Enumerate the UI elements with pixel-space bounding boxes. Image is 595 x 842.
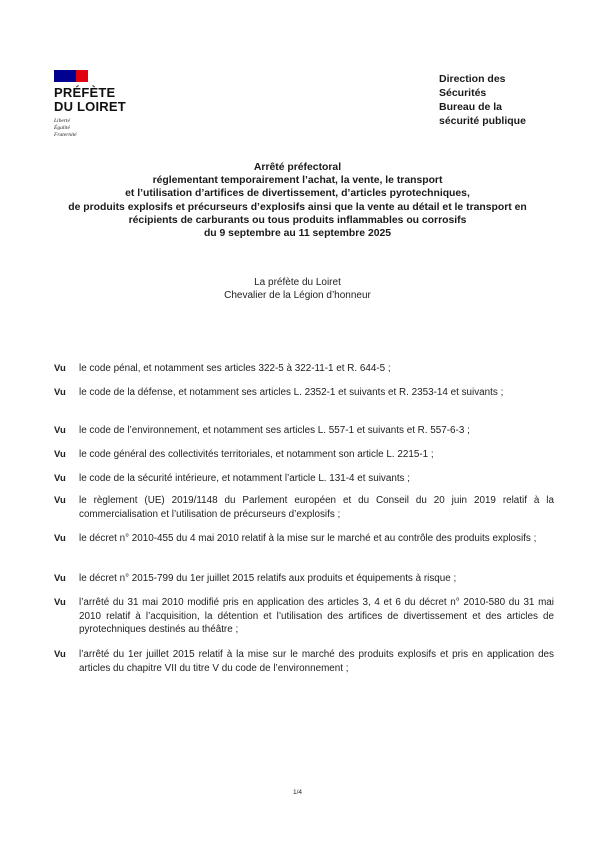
prefecture-logo [54,70,164,139]
motto-line: Liberté [54,118,70,124]
consideration-item [54,362,554,376]
vu-label: Vu [54,649,66,660]
title-line: de produits explosifs et précurseurs d’explosifs ainsi que la vente au détail et le transport en [68,201,527,213]
consideration-text: le décret n° 2015-799 du 1er juillet 2015 relatifs aux produits et équipements à risque ; [79,573,457,584]
consideration-item [54,448,554,462]
service-line: Bureau de la [439,101,503,113]
issuing-authority [0,276,595,302]
service-line: Sécurités [439,87,487,99]
consideration-item [54,424,554,438]
vu-label: Vu [54,473,66,484]
vu-label: Vu [54,573,66,584]
vu-label: Vu [54,597,66,608]
service-line: sécurité publique [439,115,526,127]
authority-line: Chevalier de la Légion d’honneur [224,290,371,301]
vu-label: Vu [54,425,66,436]
consideration-item [54,386,554,400]
issuing-service [439,72,569,128]
consideration-text: le code général des collectivités territoriales, et notamment son article L. 2215-1 ; [79,449,434,460]
consideration-item [54,532,554,546]
vu-label: Vu [54,363,66,374]
consideration-text: le code de la défense, et notamment ses articles L. 2352-1 et suivants et R. 2353-14 et suivants ; [79,387,504,398]
authority-line: La préfète du Loiret [254,277,341,288]
consideration-text: le code pénal, et notamment ses articles 322-5 à 322-11-1 et R. 644-5 ; [79,363,391,374]
consideration-text: le code de l’environnement, et notamment ses articles L. 557-1 et suivants et R. 557-6-3 ; [79,425,470,436]
title-line: réglementant temporairement l’achat, la vente, le transport [152,175,443,187]
consideration-text: l’arrêté du 31 mai 2010 modifié pris en application des articles 3, 4 et 6 du décret n° 2010-580 du 31 mai 2010 relatif à l’acquisition, la détention et l’utilisation des artifices de divertissement et des articles de pyrotechniques destinés au théâtre ; [79,597,554,635]
consideration-text: le décret n° 2010-455 du 4 mai 2010 relatif à la mise sur le marché et au contrôle des produits explosifs ; [79,533,537,544]
consideration-item [54,572,554,586]
service-line: Direction des [439,73,506,85]
decree-title [20,161,575,240]
motto-line: Égalité [54,125,70,131]
title-line: du 9 septembre au 11 septembre 2025 [203,228,392,240]
consideration-text: le règlement (UE) 2019/1148 du Parlement européen et du Conseil du 20 juin 2019 relatif à la commercialisation et l’utilisation de précurseurs d’explosifs ; [79,495,554,520]
republic-motto [54,118,164,139]
vu-label: Vu [54,449,66,460]
consideration-item [54,472,554,486]
prefecture-name-line: PRÉFÈTE [54,85,116,100]
vu-label: Vu [54,533,66,544]
consideration-item [54,494,554,521]
title-line: récipients de carburants ou tous produits inflammables ou corrosifs [128,214,467,226]
consideration-item [54,648,554,675]
marianne-flag-icon [54,70,88,82]
title-line: et l’utilisation d’artifices de divertissement, d’articles pyrotechniques, [125,188,470,200]
consideration-text: l’arrêté du 1er juillet 2015 relatif à la mise sur le marché des produits explosifs et pris en application des articles du chapitre VII du titre V du code de l’environnement ; [79,649,554,674]
consideration-item [54,596,554,637]
title-line: Arrêté préfectoral [253,162,342,173]
page-number: 1/4 [292,789,303,796]
prefecture-name [54,86,164,114]
vu-label: Vu [54,495,66,506]
vu-label: Vu [54,387,66,398]
consideration-text: le code de la sécurité intérieure, et notamment l’article L. 131-4 et suivants ; [79,473,410,484]
motto-line: Fraternité [54,132,77,138]
prefecture-name-line: DU LOIRET [54,99,126,114]
